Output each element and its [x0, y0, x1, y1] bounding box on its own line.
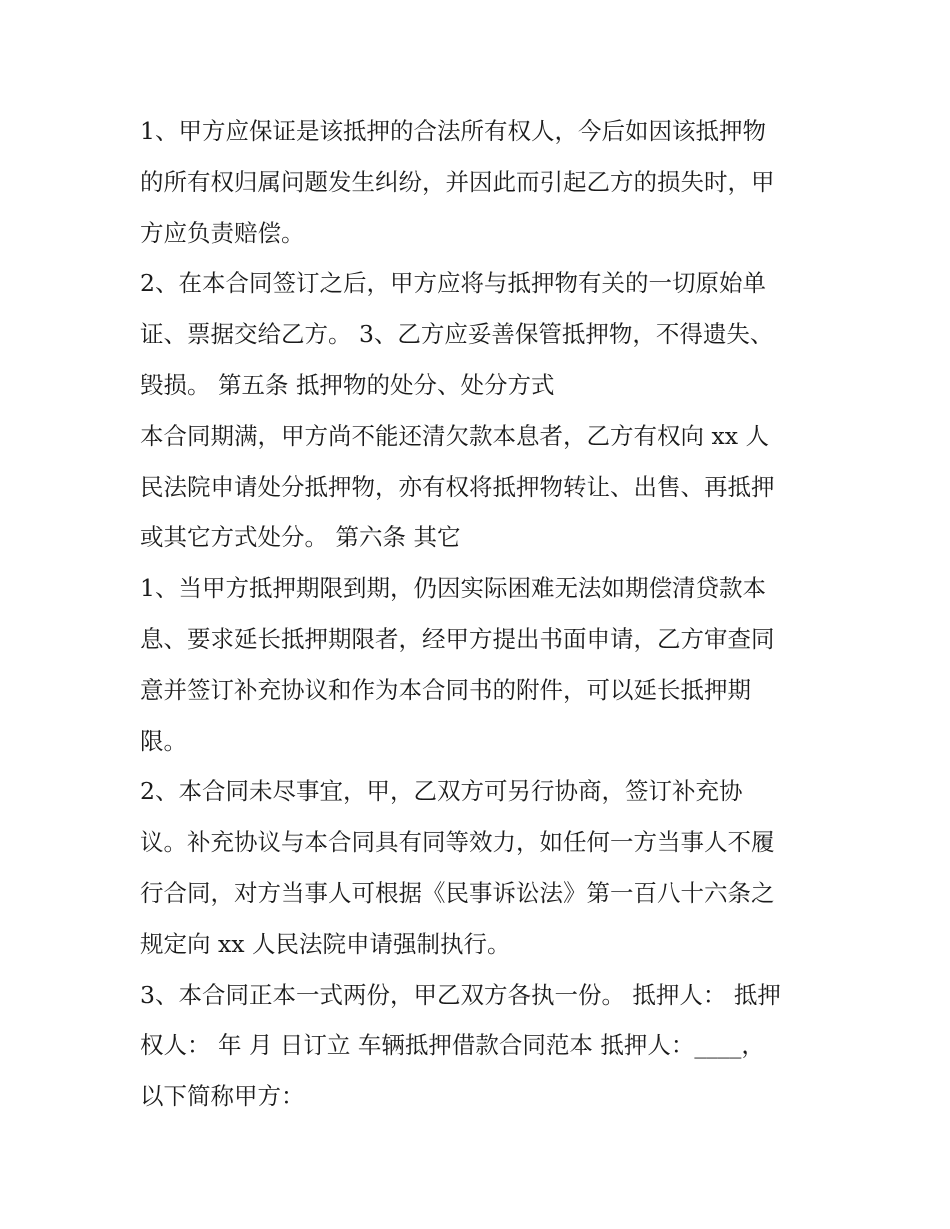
text-line: 息、要求延长抵押期限者，经甲方提出书面申请，乙方审查同: [140, 624, 775, 653]
text-line: 权人： 年 月 日订立 车辆抵押借款合同范本 抵押人：____，: [140, 1031, 765, 1060]
text-line: 行合同，对方当事人可根据《民事诉讼法》第一百八十六条之: [140, 878, 775, 907]
text-line: 3、本合同正本一式两份，甲乙双方各执一份。 抵押人： 抵押: [140, 980, 781, 1009]
text-line: 意并签订补充协议和作为本合同书的附件，可以延长抵押期: [140, 675, 751, 704]
text-line: 的所有权归属问题发生纠纷，并因此而引起乙方的损失时，甲: [140, 167, 775, 196]
text-line: 民法院申请处分抵押物，亦有权将抵押物转让、出售、再抵押: [140, 472, 775, 501]
text-line: 方应负责赔偿。: [140, 218, 305, 247]
text-line: 1、甲方应保证是该抵押的合法所有权人，今后如因该抵押物: [140, 117, 766, 145]
text-line: 议。补充协议与本合同具有同等效力，如任何一方当事人不履: [140, 828, 775, 857]
text-line: 2、本合同未尽事宜，甲，乙双方可另行协商，签订补充协: [140, 777, 743, 806]
text-line: 证、票据交给乙方。 3、乙方应妥善保管抵押物，不得遗失、: [140, 320, 774, 349]
text-line: 规定向 xx 人民法院申请强制执行。: [140, 929, 511, 958]
text-line: 毁损。 第五条 抵押物的处分、处分方式: [140, 370, 555, 399]
text-line: 限。: [140, 726, 187, 755]
text-line: 或其它方式处分。 第六条 其它: [140, 523, 461, 552]
text-line: 本合同期满，甲方尚不能还清欠款本息者，乙方有权向 xx 人: [140, 421, 769, 450]
text-line: 以下简称甲方：: [140, 1082, 305, 1111]
document-body: [140, 106, 820, 1122]
text-line: 2、在本合同签订之后，甲方应将与抵押物有关的一切原始单: [140, 269, 766, 298]
text-line: 1、当甲方抵押期限到期，仍因实际困难无法如期偿清贷款本: [140, 574, 766, 603]
